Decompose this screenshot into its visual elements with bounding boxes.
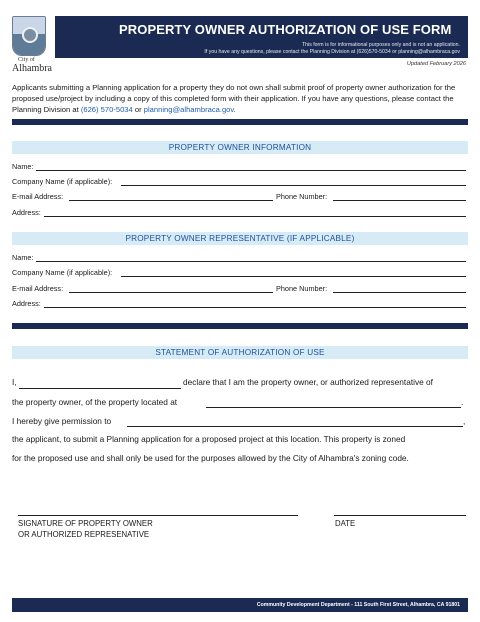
header-note-2: If you have any questions, please contact the Planning Division at (626)570-5034 or planning@alhambraca.gov [204, 49, 460, 55]
phone-link[interactable]: (626) 570-5034 [80, 105, 133, 114]
declarant-name-field[interactable] [19, 388, 181, 389]
updated-date: Updated February 2026 [406, 61, 466, 67]
owner-address-label: Address: [12, 208, 41, 217]
date-field[interactable] [334, 515, 466, 516]
footer-address: Community Development Department - 111 South First Street, Alhambra, CA 91801 [256, 602, 460, 608]
statement-line-5: for the proposed use and shall only be used for the purposes allowed by the City of Alhambra's zoning code. [12, 453, 409, 463]
owner-name-label: Name: [12, 162, 34, 171]
rep-phone-label: Phone Number: [276, 284, 328, 293]
owner-phone-label: Phone Number: [276, 192, 328, 201]
date-label: DATE [335, 519, 356, 528]
owner-company-label: Company Name (if applicable): [12, 177, 113, 186]
intro-paragraph: Applicants submitting a Planning application for a property they do not own shall submit proof of property owner authorization for the proposed use/project by including a copy of this completed form with their application. If you have any questions, please contact the Planning Division at (626) 570-5034 or planning@alhambraca.gov. [12, 83, 456, 114]
owner-section-title: PROPERTY OWNER INFORMATION [12, 141, 468, 154]
email-link[interactable]: planning@alhambraca.gov [143, 105, 234, 114]
statement-comma: , [463, 416, 466, 426]
statement-period: . [461, 397, 464, 407]
owner-company-field[interactable] [121, 185, 466, 186]
rep-name-label: Name: [12, 253, 34, 262]
rep-company-field[interactable] [121, 276, 466, 277]
applicant-name-field[interactable] [127, 426, 463, 427]
statement-located: the property owner, of the property located at [12, 397, 178, 407]
statement-line-4: the applicant, to submit a Planning application for a proposed project at this location. This property is zoned [12, 434, 406, 444]
form-title: PROPERTY OWNER AUTHORIZATION OF USE FORM [119, 22, 452, 37]
header-note-1: This form is for informational purposes only and is not an application. [301, 42, 460, 48]
rep-phone-field[interactable] [333, 292, 466, 293]
statement-section-title: STATEMENT OF AUTHORIZATION OF USE [12, 346, 468, 359]
rep-email-field[interactable] [69, 292, 273, 293]
owner-name-field[interactable] [36, 170, 466, 171]
owner-email-field[interactable] [69, 200, 273, 201]
signature-label-2: OR AUTHORIZED REPRESENATIVE [18, 530, 150, 539]
statement-permission: I hereby give permission to [12, 416, 112, 426]
owner-phone-field[interactable] [333, 200, 466, 201]
owner-email-label: E-mail Address: [12, 192, 64, 201]
statement-declare: declare that I am the property owner, or authorized representative of [183, 377, 433, 387]
city-seal-logo [12, 16, 46, 56]
section-divider [12, 323, 468, 329]
signature-field[interactable] [18, 515, 298, 516]
statement-i: I, [12, 377, 17, 387]
logo-city-of: City of [18, 57, 35, 63]
signature-label-1: SIGNATURE OF PROPERTY OWNER [18, 519, 153, 528]
logo-city-name: Alhambra [12, 63, 52, 74]
rep-company-label: Company Name (if applicable): [12, 268, 113, 277]
rep-address-label: Address: [12, 299, 41, 308]
rep-address-field[interactable] [44, 307, 466, 308]
property-address-field[interactable] [206, 407, 461, 408]
rep-section-title: PROPERTY OWNER REPRESENTATIVE (IF APPLICABLE) [12, 232, 468, 245]
section-divider [12, 119, 468, 125]
owner-address-field[interactable] [44, 216, 466, 217]
rep-email-label: E-mail Address: [12, 284, 64, 293]
rep-name-field[interactable] [36, 261, 466, 262]
